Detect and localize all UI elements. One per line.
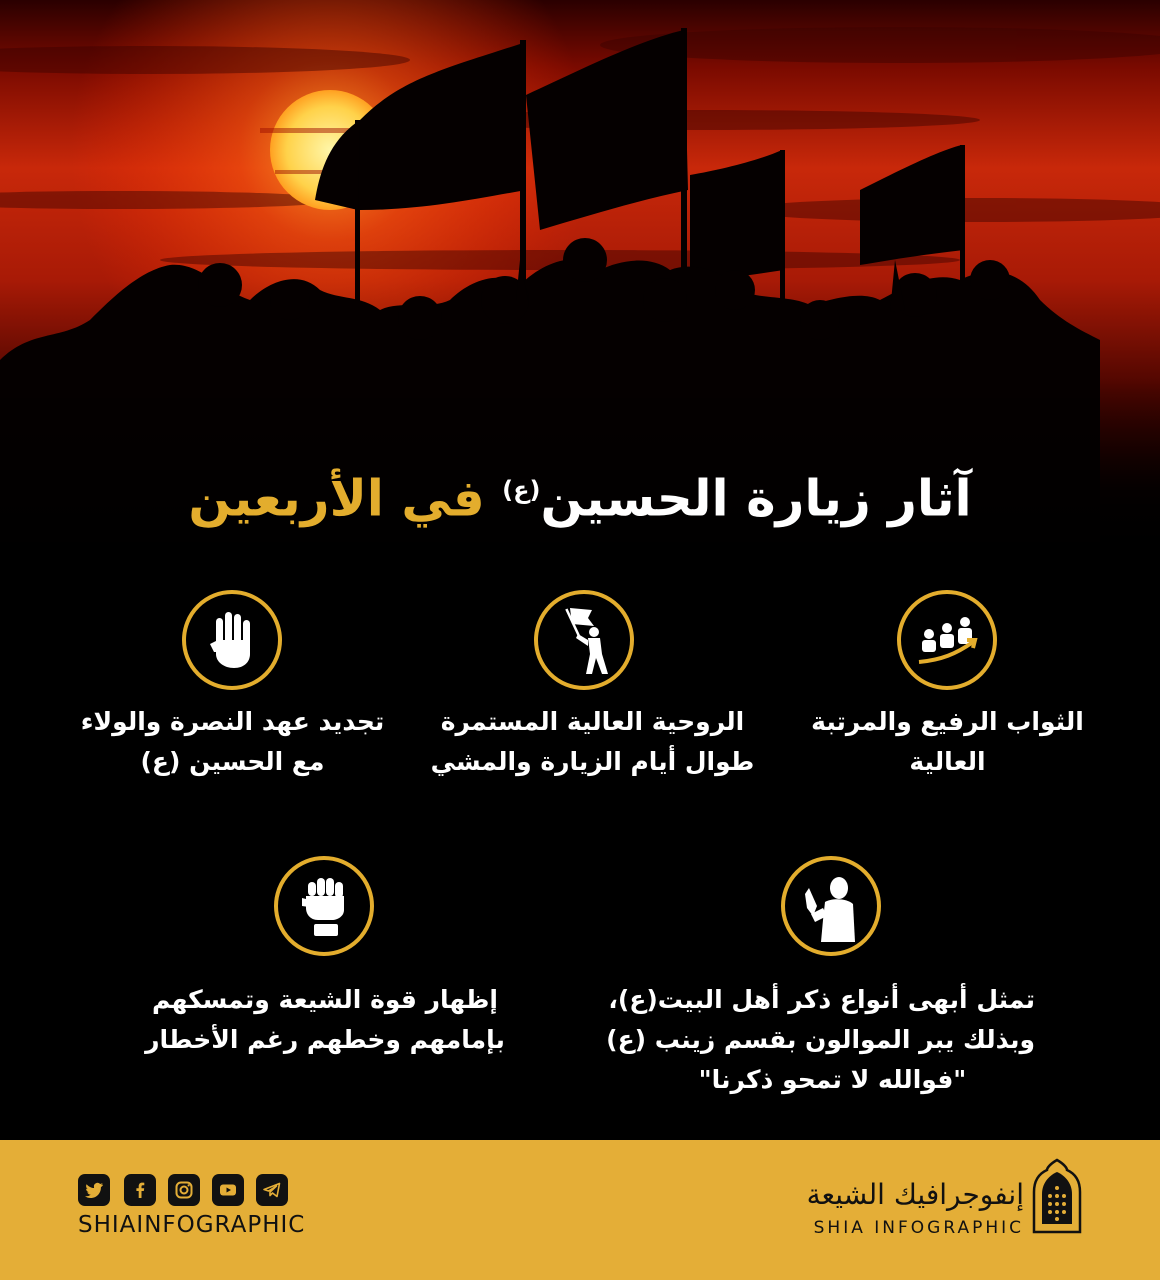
- brand-logo-icon: [1032, 1158, 1082, 1234]
- walking-flag-icon: [548, 604, 620, 676]
- social-handle: SHIAINFOGRAPHIC: [78, 1212, 306, 1238]
- feature-3-line-1: تجديد عهد النصرة والولاء: [80, 707, 385, 736]
- youtube-icon[interactable]: [212, 1174, 244, 1206]
- feature-4-icon-circle: [781, 856, 881, 956]
- instagram-icon[interactable]: [168, 1174, 200, 1206]
- feature-1-icon-circle: [897, 590, 997, 690]
- people-growth-icon: [911, 604, 983, 676]
- feature-5-line-1: إظهار قوة الشيعة وتمسكهم: [152, 985, 498, 1014]
- feature-1-line-1: الثواب الرفيع والمرتبة: [811, 707, 1084, 736]
- facebook-icon[interactable]: [124, 1174, 156, 1206]
- twitter-icon[interactable]: [78, 1174, 110, 1206]
- title-superscript: (ع): [502, 476, 541, 504]
- feature-5-line-2: بإمامهم وخطهم رغم الأخطار: [145, 1025, 505, 1054]
- feature-5-icon-circle: [274, 856, 374, 956]
- title-main: آثار زيارة الحسين: [540, 469, 972, 528]
- title-highlight: في الأربعين: [188, 469, 485, 528]
- telegram-icon[interactable]: [256, 1174, 288, 1206]
- raised-fist-icon: [288, 870, 360, 942]
- brand-name-english: SHIA INFOGRAPHIC: [813, 1218, 1024, 1238]
- raised-hand-icon: [196, 604, 268, 676]
- feature-2-line-1: الروحية العالية المستمرة: [440, 707, 745, 736]
- feature-3-line-2: مع الحسين (ع): [140, 747, 325, 776]
- feature-5-text: [140, 980, 510, 1060]
- feature-2-line-2: طوال أيام الزيارة والمشي: [430, 747, 755, 776]
- feature-3-icon-circle: [182, 590, 282, 690]
- feature-3-text: [65, 702, 400, 782]
- praying-person-icon: [795, 870, 867, 942]
- feature-4-line-2: وبذلك يبر الموالون بقسم زينب (ع): [606, 1025, 1035, 1054]
- brand-name-arabic: إنفوجرافيك الشيعة: [806, 1178, 1024, 1211]
- feature-4-text: [606, 980, 1035, 1100]
- feature-1-line-2: العالية: [909, 747, 986, 776]
- feature-2-text: [430, 702, 755, 782]
- feature-2-icon-circle: [534, 590, 634, 690]
- feature-4-line-3: "فوالله لا تمحو ذكرنا": [698, 1065, 967, 1094]
- feature-1-text: [800, 702, 1095, 782]
- page-title: [0, 450, 1160, 539]
- feature-4-line-1: تمثل أبهى أنواع ذكر أهل البيت(ع)،: [608, 985, 1035, 1014]
